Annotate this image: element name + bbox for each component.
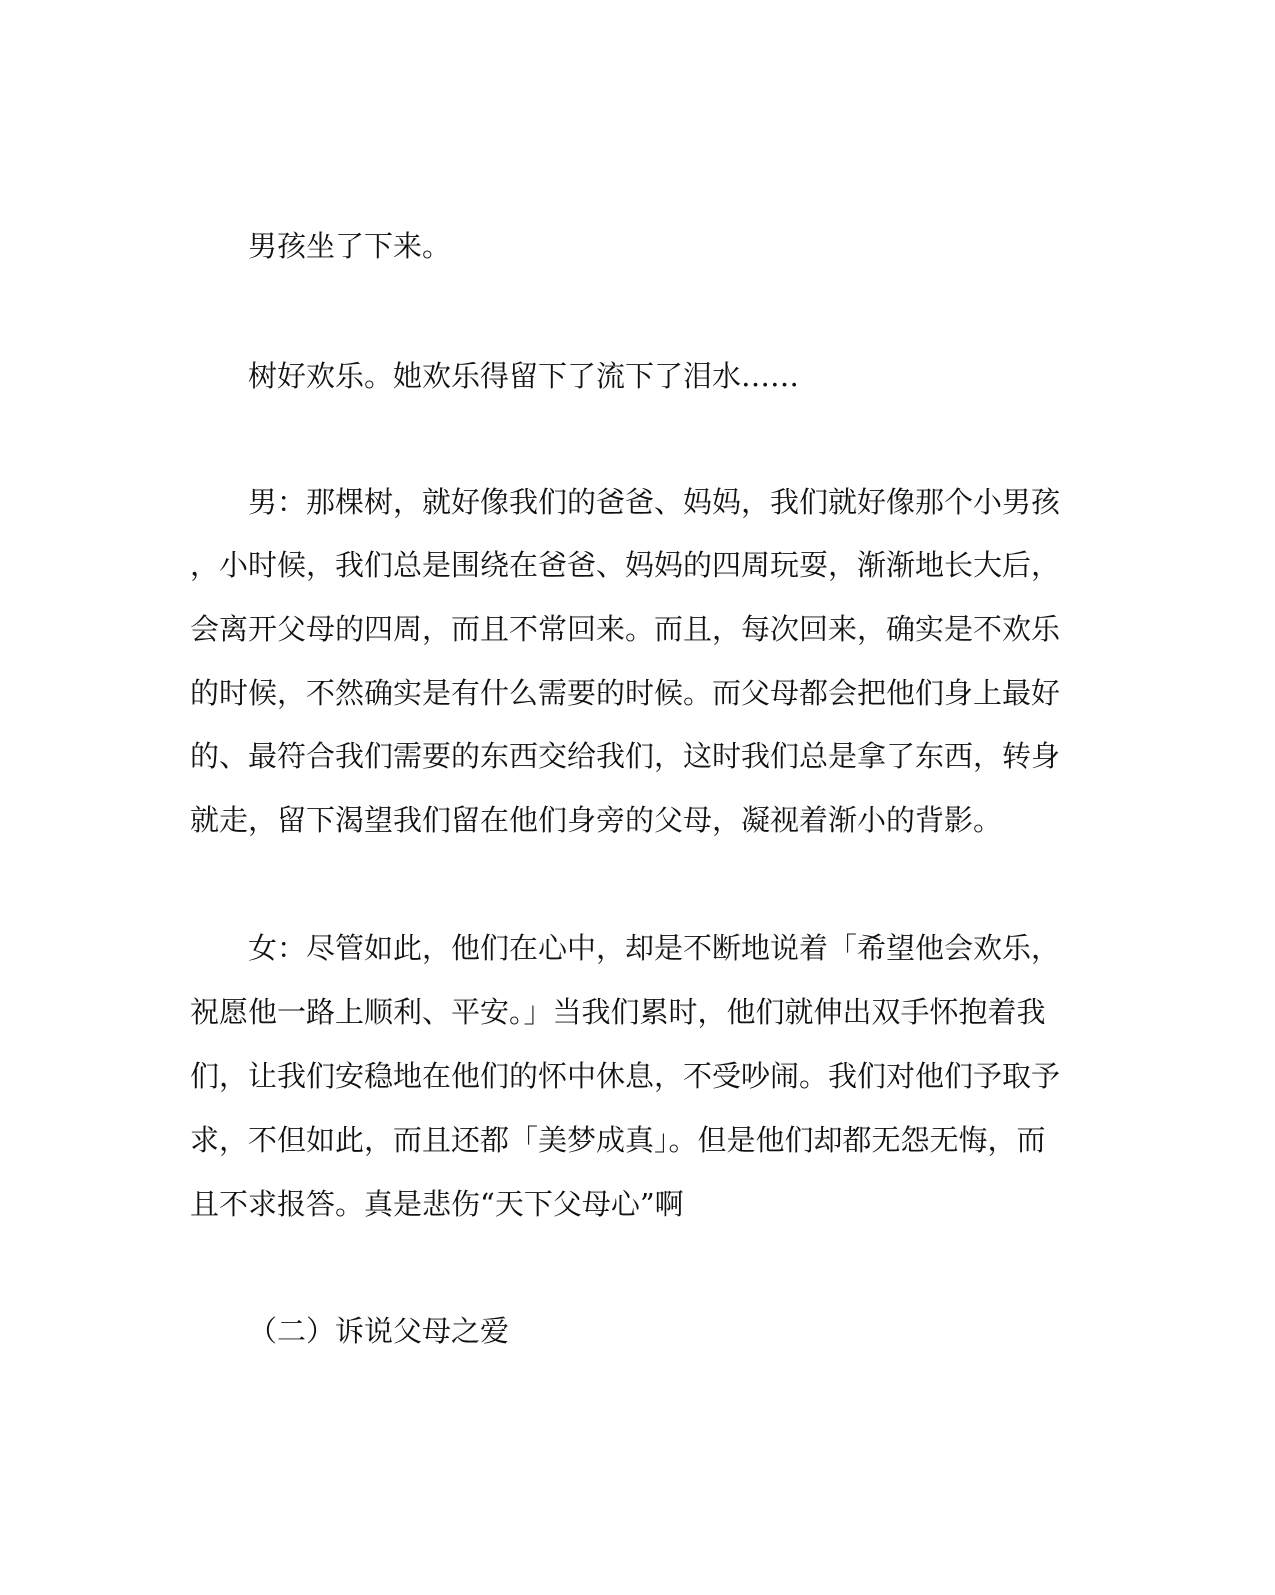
paragraph-line: 男孩坐了下来。 [248,229,452,263]
paragraph-line: 们，让我们安稳地在他们的怀中休息，不受吵闹。我们对他们予取予 [190,1059,1061,1093]
paragraph-line: 树好欢乐。她欢乐得留下了流下了泪水…… [248,359,800,393]
paragraph-line: 男：那棵树，就好像我们的爸爸、妈妈，我们就好像那个小男孩 [248,485,1061,519]
paragraph-line: 求，不但如此，而且还都「美梦成真」。但是他们却都无怨无悔，而 [190,1123,1046,1157]
paragraph-line: 祝愿他一路上顺利、平安。」当我们累时，他们就伸出双手怀抱着我 [190,995,1046,1029]
paragraph-line: ，小时候，我们总是围绕在爸爸、妈妈的四周玩耍，渐渐地长大后， [190,548,1061,582]
paragraph-line: 会离开父母的四周，而且不常回来。而且，每次回来，确实是不欢乐 [190,612,1061,646]
paragraph-line: 就走，留下渴望我们留在他们身旁的父母，凝视着渐小的背影。 [190,803,1003,837]
paragraph-line: 女：尽管如此，他们在心中，却是不断地说着「希望他会欢乐， [248,931,1061,965]
paragraph-line: 的时候，不然确实是有什么需要的时候。而父母都会把他们身上最好 [190,676,1061,710]
section-heading: （二）诉说父母之爱 [248,1314,510,1348]
paragraph-line: 的、最符合我们需要的东西交给我们，这时我们总是拿了东西，转身 [190,739,1061,773]
paragraph-line: 且不求报答。真是悲伤“天下父母心”啊 [190,1187,684,1221]
